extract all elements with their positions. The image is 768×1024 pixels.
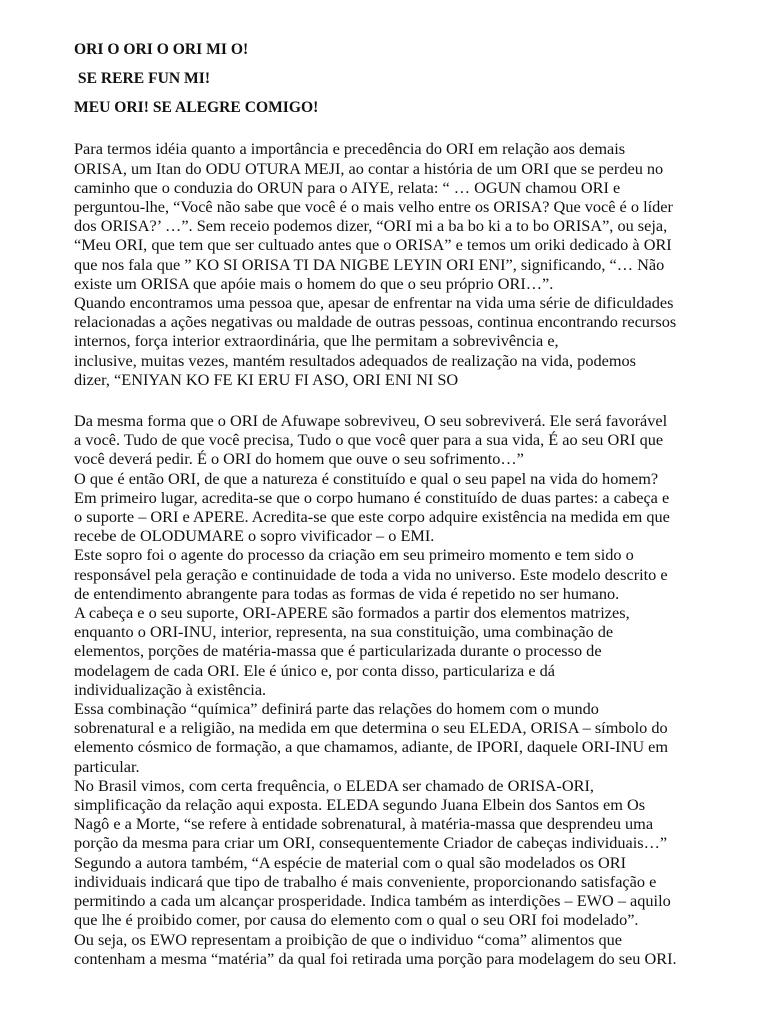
paragraph-line: você deverá pedir. É o ORI do homem que ouve o seu sofrimento…” — [74, 449, 524, 469]
paragraph-line: internos, força interior extraordinária, que lhe permitam a sobrevivência e, — [74, 331, 559, 351]
paragraph-line: No Brasil vimos, com certa frequência, o ELEDA ser chamado de ORISA-ORI, — [74, 775, 594, 795]
paragraph-line: responsável pela geração e continuidade de toda a vida no universo. Este modelo descrito e — [74, 564, 668, 584]
paragraph-line: recebe de OLODUMARE o sopro vivificador – o EMI. — [74, 526, 435, 546]
paragraph-line: Quando encontramos uma pessoa que, apesar de enfrentar na vida uma série de dificuldades — [74, 293, 674, 312]
paragraph-line: Essa combinação “química” definirá parte das relações do homem com o mundo — [74, 699, 599, 719]
paragraph-line: Ou seja, os EWO representam a proibição de que o individuo “coma” alimentos que — [74, 929, 622, 949]
paragraph-line: enquanto o ORI-INU, interior, representa, na sua constituição, uma combinação de — [74, 622, 614, 642]
paragraph-line: de entendimento abrangente para todas as formas de vida é repetido no ser humano. — [74, 583, 620, 603]
paragraph-line: o suporte – ORI e APERE. Acredita-se que este corpo adquire existência na medida em que — [74, 507, 670, 527]
paragraph-line: Nagô e a Morte, “se refere à entidade sobrenatural, à matéria-massa que desprendeu uma — [74, 814, 654, 834]
paragraph-line: “Meu ORI, que tem que ser cultuado antes que o ORISA” e temos um oriki dedicado à ORI — [74, 235, 672, 255]
paragraph-line: permitindo a cada um alcançar prosperidade. Indica também as interdições – EWO – aquilo — [74, 891, 671, 911]
paragraph-line: Em primeiro lugar, acredita-se que o corpo humano é constituído de duas partes: a cabeça e — [74, 487, 670, 507]
paragraph-line: O que é então ORI, de que a natureza é constituído e qual o seu papel na vida do homem? — [74, 468, 659, 488]
paragraph-line: Segundo a autora também, “A espécie de material com o qual são modelados os ORI — [74, 852, 627, 872]
paragraph-line: dizer, “ENIYAN KO FE KI ERU FI ASO, ORI ENI NI SO — [74, 369, 459, 389]
paragraph-line: Este sopro foi o agente do processo da criação em seu primeiro momento e tem sido o — [74, 545, 634, 565]
paragraph-line: contenham a mesma “matéria” da qual foi retirada uma porção para modelagem do seu ORI. — [74, 948, 677, 968]
paragraph-line: sobrenatural e a religião, na medida em que determina o seu ELEDA, ORISA – símbolo do — [74, 718, 668, 738]
paragraph-line: existe um ORISA que apóie mais o homem do que o seu próprio ORI…”. — [74, 273, 554, 293]
paragraph-line: A cabeça e o seu suporte, ORI-APERE são formados a partir dos elementos matrizes, — [74, 603, 630, 623]
paragraph-line: modelagem de cada ORI. Ele é único e, por conta disso, particulariza e dá — [74, 660, 556, 680]
paragraph-line: particular. — [74, 756, 140, 776]
paragraph-line: ORISA, um Itan do ODU OTURA MEJI, ao contar a história de um ORI que se perdeu no — [74, 158, 664, 178]
paragraph-line: perguntou-lhe, “Você não sabe que você é o mais velho entre os ORISA? Que você é o líder — [74, 196, 673, 216]
paragraph-line: relacionadas a ações negativas ou maldade de outras pessoas, continua encontrando recursos — [74, 312, 677, 332]
heading-line: MEU ORI! SE ALEGRE COMIGO! — [74, 99, 319, 117]
paragraph-line: Da mesma forma que o ORI de Afuwape sobreviveu, O seu sobreviverá. Ele será favorável — [74, 411, 668, 431]
document-page — [74, 40, 726, 968]
paragraph-line: que nos fala que ” KO SI ORISA TI DA NIGBE LEYIN ORI ENI”, significando, “… Não — [74, 254, 665, 274]
paragraph-line: elementos, porções de matéria-massa que é particularizada durante o processo de — [74, 641, 602, 661]
paragraph-line: Para termos idéia quanto a importância e precedência do ORI em relação aos demais — [74, 139, 626, 159]
paragraph-line: a você. Tudo de que você precisa, Tudo o que você quer para a sua vida, É ao seu ORI que — [74, 430, 664, 450]
paragraph-line: elemento cósmico de formação, a que chamamos, adiante, de IPORI, daquele ORI-INU em — [74, 737, 669, 757]
paragraph-line: simplificação da relação aqui exposta. ELEDA segundo Juana Elbein dos Santos em Os — [74, 795, 646, 815]
heading-line: ORI O ORI O ORI MI O! — [74, 41, 249, 58]
paragraph-line: que lhe é proibido comer, por causa do elemento com o qual o seu ORI foi modelado”. — [74, 910, 639, 930]
paragraph — [74, 139, 726, 389]
heading-line: SE RERE FUN MI! — [74, 70, 211, 88]
paragraph — [74, 411, 726, 968]
paragraph-line: individuais indicará que tipo de trabalho é mais conveniente, proporcionando satisfação e — [74, 871, 657, 891]
paragraph-line: porção da mesma para criar um ORI, consequentemente Criador de cabeças individuais…” — [74, 833, 668, 853]
paragraph-line: dos ORISA?’ …”. Sem receio podemos dizer, “ORI mi a ba bo ki a to bo ORISA”, ou seja, — [74, 216, 668, 236]
paragraph-line: caminho que o conduzia do ORUN para o AIYE, relata: “ … OGUN chamou ORI e — [74, 177, 621, 197]
paragraph-line: individualização à existência. — [74, 679, 267, 699]
paragraph-line: inclusive, muitas vezes, mantém resultados adequados de realização na vida, podemos — [74, 350, 636, 370]
